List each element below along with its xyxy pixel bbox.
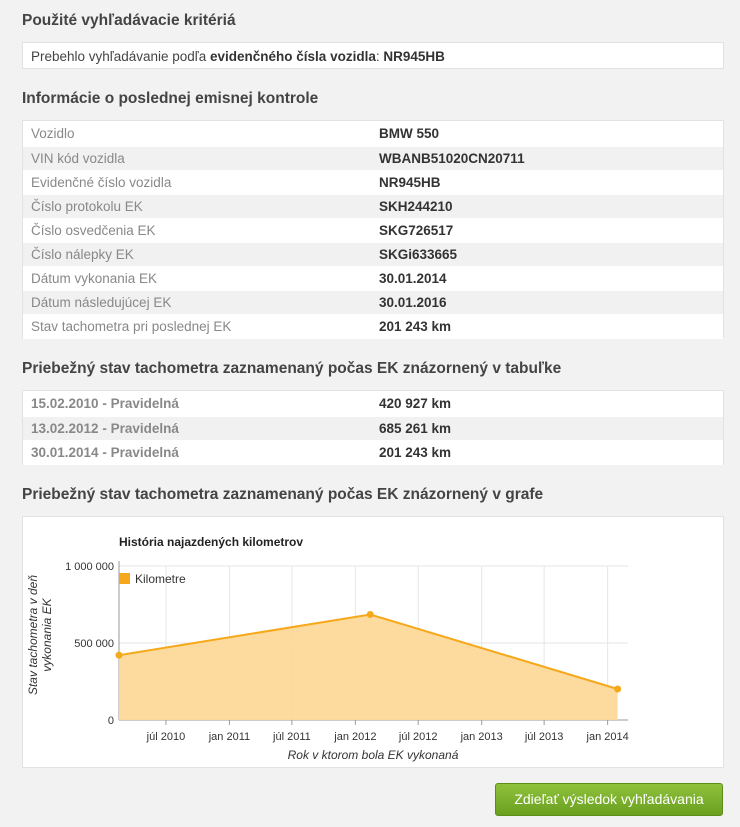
row-value: 30.01.2014: [371, 266, 723, 290]
x-tick-label: júl 2011: [273, 731, 311, 743]
row-label: Vozidlo: [23, 122, 371, 146]
share-results-button[interactable]: Zdieľať výsledok vyhľadávania: [495, 783, 723, 816]
x-tick-label: júl 2013: [524, 731, 564, 743]
table-row: [23, 392, 723, 416]
x-tick-label: jan 2012: [334, 731, 377, 743]
y-tick-label: 1 000 000: [65, 561, 114, 573]
criteria-title: Použité vyhľadávacie kritériá: [22, 12, 236, 29]
row-value: 685 261 km: [371, 416, 723, 440]
table-row: [23, 314, 723, 338]
x-tick-label: jan 2014: [586, 731, 629, 743]
row-value: WBANB51020CN20711: [371, 146, 723, 170]
y-tick-label: 500 000: [74, 638, 114, 650]
table-row: [23, 122, 723, 146]
row-label: Dátum následujúcej EK: [23, 290, 371, 314]
odometer-table-title: Priebežný stav tachometra zaznamenaný počas EK znázornený v tabuľke: [22, 360, 562, 377]
odometer-table: [23, 392, 723, 465]
criteria-colon: :: [375, 49, 380, 64]
info-table: [23, 122, 723, 339]
row-value: BMW 550: [371, 122, 723, 146]
row-value: SKG726517: [371, 218, 723, 242]
odometer-table-panel: [22, 390, 724, 465]
table-row: [23, 170, 723, 194]
y-axis-label: Stav tachometra v deň: [26, 574, 40, 696]
chart-panel: [22, 516, 724, 768]
table-row: [23, 290, 723, 314]
odometer-chart-title: Priebežný stav tachometra zaznamenaný počas EK znázornený v grafe: [22, 486, 544, 503]
y-tick-label: 0: [107, 715, 114, 727]
info-title: Informácie o poslednej emisnej kontrole: [22, 90, 319, 107]
row-value: 201 243 km: [371, 314, 723, 338]
table-row: [23, 416, 723, 440]
row-label: 13.02.2012 - Pravidelná: [23, 416, 371, 440]
legend-label: Kilometre: [135, 572, 186, 586]
x-tick-label: jan 2013: [460, 731, 503, 743]
table-row: [23, 194, 723, 218]
criteria-text: [23, 43, 723, 71]
data-point: [116, 652, 123, 659]
legend-swatch: [119, 573, 130, 584]
row-value: SKH244210: [371, 194, 723, 218]
row-label: Dátum vykonania EK: [23, 266, 371, 290]
row-value: 420 927 km: [371, 392, 723, 416]
row-label: 30.01.2014 - Pravidelná: [23, 440, 371, 464]
x-tick-label: júl 2012: [398, 731, 438, 743]
x-tick-label: jan 2011: [208, 731, 251, 743]
x-axis-label: Rok v ktorom bola EK vykonaná: [287, 748, 459, 762]
row-label: Stav tachometra pri poslednej EK: [23, 314, 371, 338]
criteria-field: evidenčného čísla vozidla: [210, 49, 376, 64]
row-label: VIN kód vozidla: [23, 146, 371, 170]
row-label: 15.02.2010 - Pravidelná: [23, 392, 371, 416]
data-point: [614, 686, 621, 693]
table-row: [23, 146, 723, 170]
row-label: Číslo protokolu EK: [23, 194, 371, 218]
row-value: SKGi633665: [371, 242, 723, 266]
y-axis-label: vykonania EK: [40, 598, 54, 672]
info-panel: [22, 120, 724, 338]
table-row: [23, 440, 723, 464]
row-value: 201 243 km: [371, 440, 723, 464]
data-point: [367, 611, 374, 618]
row-label: Evidenčné číslo vozidla: [23, 170, 371, 194]
criteria-prefix: Prebehlo vyhľadávanie podľa: [31, 49, 207, 64]
criteria-value: NR945HB: [383, 49, 445, 64]
row-label: Číslo nálepky EK: [23, 242, 371, 266]
criteria-panel: [22, 42, 724, 69]
table-row: [23, 242, 723, 266]
chart-title: História najazdených kilometrov: [119, 535, 304, 549]
row-value: 30.01.2016: [371, 290, 723, 314]
odometer-chart: [23, 517, 723, 767]
row-value: NR945HB: [371, 170, 723, 194]
table-row: [23, 218, 723, 242]
row-label: Číslo osvedčenia EK: [23, 218, 371, 242]
table-row: [23, 266, 723, 290]
x-tick-label: júl 2010: [146, 731, 186, 743]
